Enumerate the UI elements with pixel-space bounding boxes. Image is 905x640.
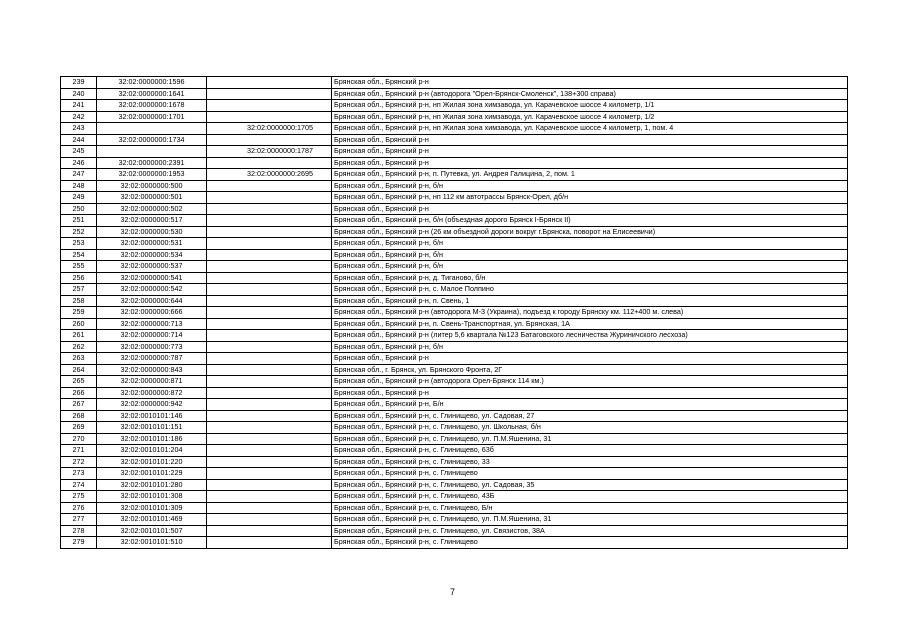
row-number-cell: 278 [61, 525, 97, 537]
linked-cadastral-number-cell [207, 157, 332, 169]
linked-cadastral-number-cell [207, 468, 332, 480]
cadastral-number-cell: 32:02:0000000:500 [97, 180, 207, 192]
address-cell: Брянская обл., Брянский р-н, б/н [332, 238, 848, 250]
row-number-cell: 255 [61, 261, 97, 273]
row-number-cell: 251 [61, 215, 97, 227]
address-cell: Брянская обл., Брянский р-н [332, 157, 848, 169]
row-number-cell: 272 [61, 456, 97, 468]
table-row [61, 330, 848, 342]
linked-cadastral-number-cell [207, 330, 332, 342]
address-cell: Брянская обл., Брянский р-н (автодорога "Орел-Брянск-Смоленск", 138+300 справа) [332, 88, 848, 100]
linked-cadastral-number-cell [207, 456, 332, 468]
linked-cadastral-number-cell [207, 353, 332, 365]
linked-cadastral-number-cell [207, 192, 332, 204]
cadastral-number-cell: 32:02:0000000:843 [97, 364, 207, 376]
linked-cadastral-number-cell [207, 491, 332, 503]
linked-cadastral-number-cell [207, 445, 332, 457]
table-row [61, 353, 848, 365]
cadastral-number-cell: 32:02:0000000:1596 [97, 77, 207, 89]
cadastral-number-cell: 32:02:0010101:280 [97, 479, 207, 491]
address-cell: Брянская обл., Брянский р-н, Б/н [332, 399, 848, 411]
linked-cadastral-number-cell [207, 502, 332, 514]
cadastral-number-cell: 32:02:0010101:308 [97, 491, 207, 503]
row-number-cell: 240 [61, 88, 97, 100]
cadastral-number-cell: 32:02:0000000:517 [97, 215, 207, 227]
linked-cadastral-number-cell [207, 514, 332, 526]
cadastral-number-cell: 32:02:0000000:714 [97, 330, 207, 342]
table-row [61, 445, 848, 457]
address-cell: Брянская обл., Брянский р-н, с. Глинищево, ул. П.М.Яшенина, 31 [332, 514, 848, 526]
row-number-cell: 262 [61, 341, 97, 353]
cadastral-number-cell: 32:02:0010101:309 [97, 502, 207, 514]
cadastral-number-cell: 32:02:0000000:773 [97, 341, 207, 353]
address-cell: Брянская обл., г. Брянск, ул. Брянского Фронта, 2Г [332, 364, 848, 376]
cadastral-number-cell: 32:02:0000000:542 [97, 284, 207, 296]
cadastral-number-cell: 32:02:0000000:541 [97, 272, 207, 284]
row-number-cell: 244 [61, 134, 97, 146]
linked-cadastral-number-cell [207, 203, 332, 215]
table-row [61, 238, 848, 250]
linked-cadastral-number-cell [207, 238, 332, 250]
table-row [61, 341, 848, 353]
table-row [61, 215, 848, 227]
table-row [61, 77, 848, 89]
linked-cadastral-number-cell [207, 537, 332, 549]
linked-cadastral-number-cell [207, 272, 332, 284]
address-cell: Брянская обл., Брянский р-н (автодорога М-3 (Украина), подъезд к городу Брянску км. 112+400 м. слева) [332, 307, 848, 319]
linked-cadastral-number-cell [207, 399, 332, 411]
row-number-cell: 266 [61, 387, 97, 399]
row-number-cell: 239 [61, 77, 97, 89]
address-cell: Брянская обл., Брянский р-н [332, 77, 848, 89]
property-table [60, 76, 848, 549]
linked-cadastral-number-cell [207, 284, 332, 296]
linked-cadastral-number-cell [207, 180, 332, 192]
table-row [61, 203, 848, 215]
address-cell: Брянская обл., Брянский р-н, б/н [332, 249, 848, 261]
row-number-cell: 277 [61, 514, 97, 526]
linked-cadastral-number-cell [207, 376, 332, 388]
cadastral-number-cell: 32:02:0010101:507 [97, 525, 207, 537]
address-cell: Брянская обл., Брянский р-н, нп Жилая зона химзавода, ул. Карачевское шоссе 4 километр, 1/1 [332, 100, 848, 112]
row-number-cell: 259 [61, 307, 97, 319]
table-row [61, 295, 848, 307]
row-number-cell: 260 [61, 318, 97, 330]
linked-cadastral-number-cell [207, 295, 332, 307]
address-cell: Брянская обл., Брянский р-н, с. Малое Полпино [332, 284, 848, 296]
table-row [61, 491, 848, 503]
cadastral-number-cell: 32:02:0010101:510 [97, 537, 207, 549]
row-number-cell: 268 [61, 410, 97, 422]
cadastral-number-cell: 32:02:0000000:787 [97, 353, 207, 365]
table-row [61, 134, 848, 146]
cadastral-number-cell: 32:02:0000000:537 [97, 261, 207, 273]
row-number-cell: 261 [61, 330, 97, 342]
address-cell: Брянская обл., Брянский р-н, с. Глинищево, ул. Школьная, б/н [332, 422, 848, 434]
table-row [61, 88, 848, 100]
row-number-cell: 257 [61, 284, 97, 296]
row-number-cell: 243 [61, 123, 97, 135]
table-row [61, 456, 848, 468]
table-row [61, 226, 848, 238]
address-cell: Брянская обл., Брянский р-н, д. Тиганово, б/н [332, 272, 848, 284]
table-row [61, 514, 848, 526]
cadastral-number-cell [97, 146, 207, 158]
row-number-cell: 279 [61, 537, 97, 549]
table-row [61, 157, 848, 169]
linked-cadastral-number-cell [207, 387, 332, 399]
table-row [61, 479, 848, 491]
address-cell: Брянская обл., Брянский р-н, с. Глинищево [332, 468, 848, 480]
cadastral-number-cell: 32:02:0010101:186 [97, 433, 207, 445]
cadastral-number-cell: 32:02:0000000:644 [97, 295, 207, 307]
row-number-cell: 275 [61, 491, 97, 503]
address-cell: Брянская обл., Брянский р-н [332, 146, 848, 158]
linked-cadastral-number-cell: 32:02:0000000:2695 [207, 169, 332, 181]
linked-cadastral-number-cell [207, 307, 332, 319]
address-cell: Брянская обл., Брянский р-н (литер 5,6 квартала №123 Батаговского лесничества Журиничского лесхоза) [332, 330, 848, 342]
row-number-cell: 265 [61, 376, 97, 388]
row-number-cell: 263 [61, 353, 97, 365]
table-row [61, 399, 848, 411]
row-number-cell: 253 [61, 238, 97, 250]
cadastral-number-cell: 32:02:0010101:151 [97, 422, 207, 434]
table-row [61, 387, 848, 399]
table-row [61, 376, 848, 388]
table-row [61, 111, 848, 123]
table-body [61, 77, 848, 549]
address-cell: Брянская обл., Брянский р-н, нп Жилая зона химзавода, ул. Карачевское шоссе 4 километр, 1/2 [332, 111, 848, 123]
row-number-cell: 264 [61, 364, 97, 376]
cadastral-number-cell: 32:02:0000000:534 [97, 249, 207, 261]
address-cell: Брянская обл., Брянский р-н, нп 112 км автотрассы Брянск-Орел, дб/н [332, 192, 848, 204]
linked-cadastral-number-cell [207, 433, 332, 445]
linked-cadastral-number-cell [207, 525, 332, 537]
cadastral-number-cell: 32:02:0000000:871 [97, 376, 207, 388]
address-cell: Брянская обл., Брянский р-н [332, 353, 848, 365]
cadastral-number-cell: 32:02:0000000:1953 [97, 169, 207, 181]
address-cell: Брянская обл., Брянский р-н (автодорога Орел-Брянск 114 км.) [332, 376, 848, 388]
row-number-cell: 242 [61, 111, 97, 123]
table-row [61, 284, 848, 296]
row-number-cell: 247 [61, 169, 97, 181]
table-row [61, 422, 848, 434]
cadastral-number-cell: 32:02:0000000:942 [97, 399, 207, 411]
linked-cadastral-number-cell [207, 261, 332, 273]
cadastral-number-cell: 32:02:0000000:2391 [97, 157, 207, 169]
address-cell: Брянская обл., Брянский р-н [332, 134, 848, 146]
cadastral-number-cell: 32:02:0000000:1678 [97, 100, 207, 112]
table-row [61, 180, 848, 192]
linked-cadastral-number-cell [207, 111, 332, 123]
cadastral-number-cell: 32:02:0000000:531 [97, 238, 207, 250]
row-number-cell: 269 [61, 422, 97, 434]
address-cell: Брянская обл., Брянский р-н, с. Глинищево, ул. Садовая, 35 [332, 479, 848, 491]
row-number-cell: 241 [61, 100, 97, 112]
linked-cadastral-number-cell: 32:02:0000000:1787 [207, 146, 332, 158]
table-row [61, 468, 848, 480]
cadastral-number-cell: 32:02:0000000:713 [97, 318, 207, 330]
address-cell: Брянская обл., Брянский р-н (26 км объездной дороги вокруг г.Брянска, поворот на Елисеевичи) [332, 226, 848, 238]
address-cell: Брянская обл., Брянский р-н, с. Глинищево, ул. Связистов, 38А [332, 525, 848, 537]
linked-cadastral-number-cell [207, 479, 332, 491]
cadastral-number-cell: 32:02:0010101:220 [97, 456, 207, 468]
address-cell: Брянская обл., Брянский р-н, нп Жилая зона химзавода, ул. Карачевское шоссе 4 километр, 1, пом. 4 [332, 123, 848, 135]
cadastral-number-cell: 32:02:0000000:666 [97, 307, 207, 319]
cadastral-number-cell: 32:02:0000000:501 [97, 192, 207, 204]
address-cell: Брянская обл., Брянский р-н, с. Глинищево, Б/н [332, 502, 848, 514]
cadastral-number-cell: 32:02:0010101:229 [97, 468, 207, 480]
linked-cadastral-number-cell [207, 77, 332, 89]
row-number-cell: 271 [61, 445, 97, 457]
row-number-cell: 267 [61, 399, 97, 411]
address-cell: Брянская обл., Брянский р-н, б/н [332, 341, 848, 353]
cadastral-number-cell: 32:02:0000000:872 [97, 387, 207, 399]
table-row [61, 272, 848, 284]
linked-cadastral-number-cell [207, 364, 332, 376]
cadastral-number-cell: 32:02:0010101:146 [97, 410, 207, 422]
row-number-cell: 276 [61, 502, 97, 514]
table-row [61, 100, 848, 112]
page-number: 7 [449, 587, 455, 597]
table-row [61, 433, 848, 445]
cadastral-number-cell: 32:02:0000000:1641 [97, 88, 207, 100]
table-row [61, 537, 848, 549]
cadastral-number-cell: 32:02:0010101:204 [97, 445, 207, 457]
table-row [61, 169, 848, 181]
linked-cadastral-number-cell [207, 134, 332, 146]
address-cell: Брянская обл., Брянский р-н [332, 387, 848, 399]
row-number-cell: 248 [61, 180, 97, 192]
table-row [61, 502, 848, 514]
linked-cadastral-number-cell: 32:02:0000000:1705 [207, 123, 332, 135]
row-number-cell: 252 [61, 226, 97, 238]
table-row [61, 525, 848, 537]
table-row [61, 410, 848, 422]
table-row [61, 307, 848, 319]
linked-cadastral-number-cell [207, 410, 332, 422]
address-cell: Брянская обл., Брянский р-н, с. Глинищево, 43Б [332, 491, 848, 503]
address-cell: Брянская обл., Брянский р-н, с. Глинищево [332, 537, 848, 549]
table-row [61, 249, 848, 261]
row-number-cell: 258 [61, 295, 97, 307]
address-cell: Брянская обл., Брянский р-н, с. Глинищево, ул. П.М.Яшенина, 31 [332, 433, 848, 445]
address-cell: Брянская обл., Брянский р-н, п. Свень, 1 [332, 295, 848, 307]
table-row [61, 192, 848, 204]
address-cell: Брянская обл., Брянский р-н, б/н [332, 261, 848, 273]
address-cell: Брянская обл., Брянский р-н, п. Путевка, ул. Андрея Галицина, 2, пом. 1 [332, 169, 848, 181]
address-cell: Брянская обл., Брянский р-н, с. Глинищево, 63б [332, 445, 848, 457]
table-row [61, 261, 848, 273]
row-number-cell: 270 [61, 433, 97, 445]
table-row [61, 123, 848, 135]
address-cell: Брянская обл., Брянский р-н, с. Глинищево, 33 [332, 456, 848, 468]
cadastral-number-cell: 32:02:0010101:469 [97, 514, 207, 526]
cadastral-number-cell: 32:02:0000000:1734 [97, 134, 207, 146]
row-number-cell: 256 [61, 272, 97, 284]
table-row [61, 364, 848, 376]
cadastral-number-cell: 32:02:0000000:502 [97, 203, 207, 215]
row-number-cell: 245 [61, 146, 97, 158]
linked-cadastral-number-cell [207, 226, 332, 238]
row-number-cell: 273 [61, 468, 97, 480]
linked-cadastral-number-cell [207, 100, 332, 112]
linked-cadastral-number-cell [207, 249, 332, 261]
table-row [61, 146, 848, 158]
row-number-cell: 249 [61, 192, 97, 204]
cadastral-number-cell [97, 123, 207, 135]
cadastral-number-cell: 32:02:0000000:530 [97, 226, 207, 238]
address-cell: Брянская обл., Брянский р-н, с. Глинищево, ул. Садовая, 27 [332, 410, 848, 422]
address-cell: Брянская обл., Брянский р-н [332, 203, 848, 215]
linked-cadastral-number-cell [207, 318, 332, 330]
address-cell: Брянская обл., Брянский р-н, б/н (объездная дорого Брянск I-Брянск II) [332, 215, 848, 227]
address-cell: Брянская обл., Брянский р-н, б/н [332, 180, 848, 192]
row-number-cell: 254 [61, 249, 97, 261]
linked-cadastral-number-cell [207, 215, 332, 227]
row-number-cell: 274 [61, 479, 97, 491]
address-cell: Брянская обл., Брянский р-н, п. Свень-Транспортная, ул. Брянская, 1А [332, 318, 848, 330]
linked-cadastral-number-cell [207, 88, 332, 100]
row-number-cell: 250 [61, 203, 97, 215]
cadastral-number-cell: 32:02:0000000:1701 [97, 111, 207, 123]
table-row [61, 318, 848, 330]
linked-cadastral-number-cell [207, 422, 332, 434]
row-number-cell: 246 [61, 157, 97, 169]
linked-cadastral-number-cell [207, 341, 332, 353]
